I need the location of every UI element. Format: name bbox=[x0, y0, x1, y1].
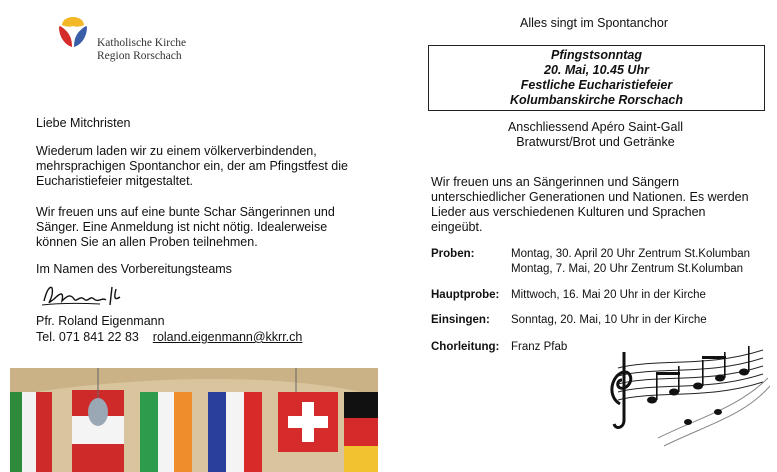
proben-date: Montag, 30. April 20 Uhr Zentrum St.Kolumban bbox=[511, 248, 751, 260]
logo-name bbox=[97, 37, 186, 63]
paragraph-1 bbox=[36, 144, 376, 189]
invitation-line: unterschiedlicher Generationen und Nationen. Es werden bbox=[431, 190, 749, 204]
event-line: Kolumbanskirche Rorschach bbox=[510, 93, 683, 107]
einsingen-date: Sonntag, 20. Mai, 10 Uhr in der Kirche bbox=[511, 314, 707, 326]
event-box bbox=[428, 45, 765, 111]
music-notes-graphic bbox=[598, 338, 770, 452]
paragraph-2 bbox=[36, 205, 376, 250]
invitation-line: eingeübt. bbox=[431, 220, 483, 234]
chorleitung-name: Franz Pfab bbox=[511, 341, 568, 353]
chorleitung-label: Chorleitung: bbox=[431, 341, 500, 353]
email-link[interactable]: roland.eigenmann@kkrr.ch bbox=[152, 330, 303, 344]
para1-line: Eucharistiefeier mitgestaltet. bbox=[36, 174, 194, 188]
signer-name: Pfr. Roland Eigenmann bbox=[36, 314, 165, 328]
apero-info bbox=[428, 120, 763, 150]
greeting: Liebe Mitchristen bbox=[36, 116, 131, 130]
logo-line1: Katholische Kirche bbox=[97, 37, 187, 49]
event-line: Festliche Eucharistiefeier bbox=[520, 78, 673, 92]
invitation-line: Wir freuen uns an Sängerinnen und Sängern bbox=[431, 175, 680, 189]
phone-number: Tel. 071 841 22 83 bbox=[36, 330, 139, 344]
para2-line: Wir freuen uns auf eine bunte Schar Sängerinnen und bbox=[36, 205, 335, 219]
flags-photo bbox=[10, 368, 378, 472]
para1-line: Wiederum laden wir zu einem völkerverbindenden, bbox=[36, 144, 317, 158]
apero-line: Bratwurst/Brot und Getränke bbox=[516, 135, 675, 149]
event-line: Pfingstsonntag bbox=[551, 48, 642, 62]
logo-icon bbox=[56, 15, 90, 49]
einsingen-label: Einsingen: bbox=[431, 314, 490, 326]
right-heading: Alles singt im Spontanchor bbox=[520, 16, 668, 30]
invitation-text bbox=[431, 175, 766, 235]
proben-date: Montag, 7. Mai, 20 Uhr Zentrum St.Kolumban bbox=[511, 263, 744, 275]
proben-dates bbox=[511, 247, 750, 277]
apero-line: Anschliessend Apéro Saint-Gall bbox=[507, 120, 684, 134]
para1-line: mehrsprachigen Spontanchor ein, der am Pfingstfest die bbox=[36, 159, 348, 173]
logo-line2: Region Rorschach bbox=[97, 50, 182, 62]
hauptprobe-date: Mittwoch, 16. Mai 20 Uhr in der Kirche bbox=[511, 289, 706, 301]
closing: Im Namen des Vorbereitungsteams bbox=[36, 262, 232, 276]
event-line: 20. Mai, 10.45 Uhr bbox=[544, 63, 649, 77]
para2-line: können Sie an allen Proben teilnehmen. bbox=[36, 235, 258, 249]
hauptprobe-label: Hauptprobe: bbox=[431, 289, 500, 301]
para2-line: Sänger. Eine Anmeldung ist nicht nötig. Idealerweise bbox=[36, 220, 328, 234]
invitation-line: Lieder aus verschiedenen Kulturen und Sprachen bbox=[431, 205, 706, 219]
signature bbox=[40, 279, 132, 311]
proben-label: Proben: bbox=[431, 248, 475, 260]
contact-line bbox=[36, 330, 302, 345]
